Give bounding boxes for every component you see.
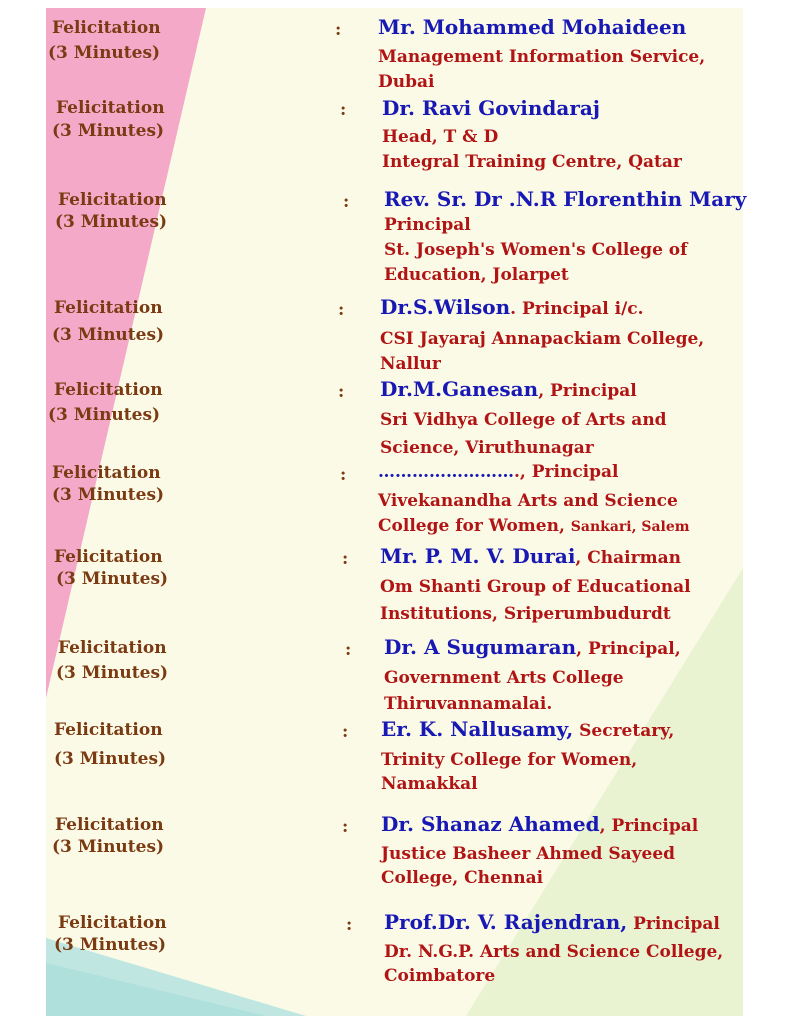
speaker-detail: Institutions, Sriperumbudurdt	[380, 604, 671, 624]
duration-label: (3 Minutes)	[56, 569, 169, 589]
speaker-detail: Government Arts College	[384, 668, 624, 688]
speaker-name: Dr. Ravi Govindaraj	[382, 96, 601, 120]
speaker-detail: Nallur	[380, 354, 441, 374]
duration-label: (3 Minutes)	[52, 121, 165, 141]
duration-label: (3 Minutes)	[54, 749, 167, 769]
felicitation-label: Felicitation	[54, 547, 163, 567]
felicitation-label: Felicitation	[52, 18, 161, 38]
felicitation-label: Felicitation	[54, 720, 163, 740]
colon: :	[342, 722, 349, 742]
speaker-detail: Dr. N.G.P. Arts and Science College,	[384, 942, 724, 962]
speaker-name: Rev. Sr. Dr .N.R Florenthin Mary	[384, 187, 747, 211]
speaker-detail: Namakkal	[381, 774, 478, 794]
speaker-detail: Coimbatore	[384, 966, 496, 986]
speaker-detail: CSI Jayaraj Annapackiam College,	[380, 329, 705, 349]
duration-label: (3 Minutes)	[48, 43, 161, 63]
speaker-name: Prof.Dr. V. Rajendran, Principal	[384, 910, 720, 934]
colon: :	[335, 20, 342, 40]
felicitation-label: Felicitation	[56, 98, 165, 118]
speaker-detail: Sri Vidhya College of Arts and	[380, 410, 667, 430]
speaker-name: ……………………., Principal	[378, 462, 619, 482]
duration-label: (3 Minutes)	[52, 325, 165, 345]
felicitation-label: Felicitation	[58, 638, 167, 658]
colon: :	[340, 100, 347, 120]
speaker-detail: Management Information Service,	[378, 47, 706, 67]
speaker-name: Dr.S.Wilson. Principal i/c.	[380, 295, 644, 319]
speaker-detail: Justice Basheer Ahmed Sayeed	[381, 844, 676, 864]
duration-label: (3 Minutes)	[52, 485, 165, 505]
speaker-detail: Principal	[384, 215, 471, 235]
speaker-detail: Science, Viruthunagar	[380, 438, 594, 458]
colon: :	[342, 817, 349, 837]
felicitation-label: Felicitation	[58, 190, 167, 210]
felicitation-label: Felicitation	[52, 463, 161, 483]
speaker-name: Er. K. Nallusamy, Secretary,	[381, 717, 675, 741]
speaker-name: Dr. A Sugumaran, Principal,	[384, 635, 681, 659]
duration-label: (3 Minutes)	[52, 837, 165, 857]
duration-label: (3 Minutes)	[48, 405, 161, 425]
speaker-name: Dr. Shanaz Ahamed, Principal	[381, 812, 699, 836]
speaker-name: Dr.M.Ganesan, Principal	[380, 377, 637, 401]
speaker-detail: Vivekanandha Arts and Science	[378, 491, 678, 511]
speaker-detail: Head, T & D	[382, 127, 499, 147]
speaker-detail: Integral Training Centre, Qatar	[382, 152, 682, 172]
colon: :	[346, 915, 353, 935]
speaker-detail: Dubai	[378, 72, 435, 92]
colon: :	[338, 300, 345, 320]
speaker-detail: St. Joseph's Women's College of	[384, 240, 688, 260]
speaker-detail: Education, Jolarpet	[384, 265, 569, 285]
speaker-detail: College for Women, Sankari, Salem	[378, 516, 690, 536]
speaker-name: Mr. Mohammed Mohaideen	[378, 15, 687, 39]
felicitation-label: Felicitation	[58, 913, 167, 933]
felicitation-label: Felicitation	[54, 298, 163, 318]
duration-label: (3 Minutes)	[56, 663, 169, 683]
colon: :	[340, 465, 347, 485]
felicitation-label: Felicitation	[54, 380, 163, 400]
speaker-name: Mr. P. M. V. Durai, Chairman	[380, 544, 681, 568]
felicitation-label: Felicitation	[55, 815, 164, 835]
speaker-detail: College, Chennai	[381, 868, 544, 888]
speaker-detail: Om Shanti Group of Educational	[380, 577, 691, 597]
duration-label: (3 Minutes)	[55, 212, 168, 232]
colon: :	[343, 192, 350, 212]
colon: :	[338, 382, 345, 402]
speaker-detail: Thiruvannamalai.	[384, 694, 553, 714]
colon: :	[342, 549, 349, 569]
speaker-detail: Trinity College for Women,	[381, 750, 638, 770]
colon: :	[345, 640, 352, 660]
duration-label: (3 Minutes)	[54, 935, 167, 955]
